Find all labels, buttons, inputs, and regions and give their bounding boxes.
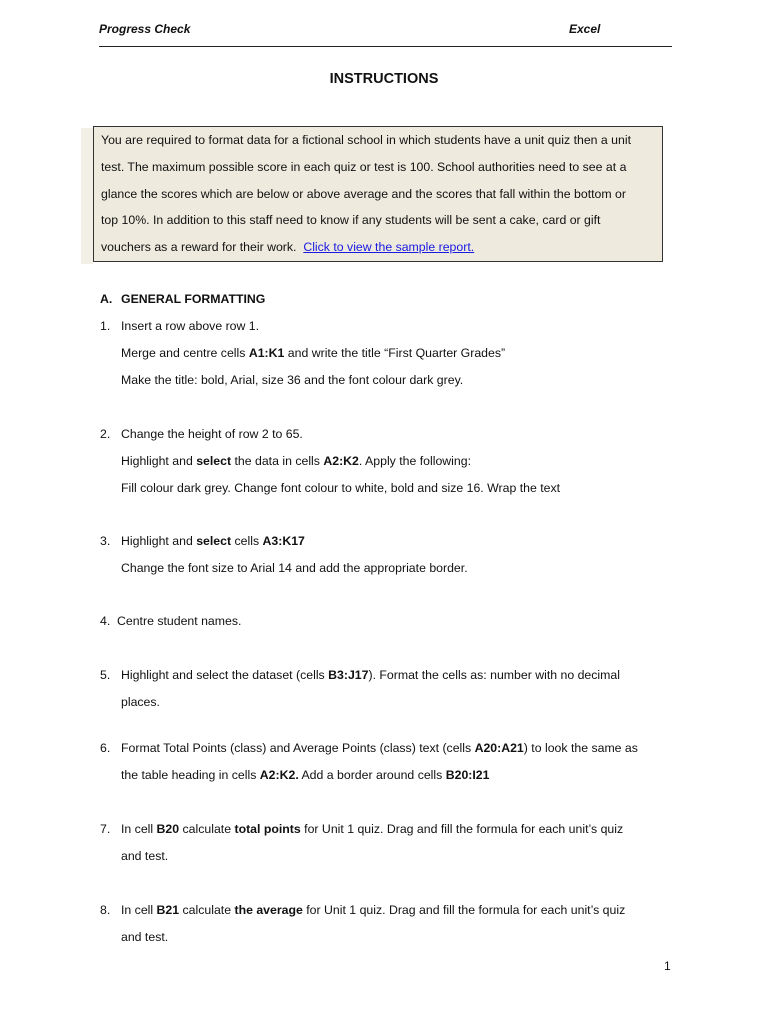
section-letter: A.: [100, 292, 113, 306]
header-left-text: Progress Check: [99, 22, 191, 36]
intro-line: glance the scores which are below or above average and the scores that fall within the bottom or: [101, 186, 626, 201]
intro-line: top 10%. In addition to this staff need to know if any students will be sent a cake, card or gift: [101, 213, 601, 228]
intro-box-shadow: [81, 128, 93, 264]
instruction-item: [100, 897, 680, 951]
item-line: and test.: [121, 930, 169, 944]
intro-line-last: [101, 234, 657, 261]
item-line: In cell B21 calculate the average for Unit 1 quiz. Drag and fill the formula for each unit’s quiz: [121, 903, 626, 917]
bold-text: A1:K1: [248, 346, 285, 360]
bold-text: select: [196, 534, 232, 548]
item-body: [121, 897, 680, 951]
intro-line: You are required to format data for a fictional school in which students have a unit quiz then a unit: [101, 133, 632, 147]
bold-text: A3:K17: [262, 534, 305, 548]
bold-text: B3:J17: [328, 668, 369, 682]
item-body: [121, 421, 680, 502]
instruction-item: [100, 528, 680, 582]
item-body: [121, 313, 680, 394]
bold-text: B21: [156, 903, 180, 917]
header-right-text: Excel: [569, 22, 601, 36]
page-title: INSTRUCTIONS: [329, 71, 439, 87]
item-number: 4.: [100, 614, 111, 628]
item-line: and test.: [121, 849, 169, 863]
instruction-item: [100, 662, 680, 716]
item-number: 8.: [100, 903, 111, 917]
item-number: 6.: [100, 741, 111, 755]
item-line: Highlight and select the data in cells A2:K2. Apply the following:: [121, 454, 472, 468]
bold-text: total points: [234, 822, 301, 836]
item-line: Insert a row above row 1.: [121, 319, 260, 333]
section-heading: [100, 292, 265, 306]
item-line: Centre student names.: [117, 614, 242, 628]
bold-text: the average: [234, 903, 303, 917]
bold-text: A2:K2.: [259, 768, 299, 782]
instruction-item: [100, 313, 680, 394]
bold-text: select: [196, 454, 232, 468]
item-number: 3.: [100, 534, 111, 548]
item-line: In cell B20 calculate total points for Unit 1 quiz. Drag and fill the formula for each unit’s quiz: [121, 822, 624, 836]
item-line: Format Total Points (class) and Average Points (class) text (cells A20:A21) to look the same as: [121, 741, 638, 755]
item-line: Change the height of row 2 to 65.: [121, 427, 303, 441]
item-number: 2.: [100, 427, 111, 441]
bold-text: B20: [156, 822, 180, 836]
item-line: Highlight and select the dataset (cells B3:J17). Format the cells as: number with no decimal: [121, 668, 620, 682]
item-body: [121, 528, 680, 582]
item-line: Make the title: bold, Arial, size 36 and the font colour dark grey.: [121, 373, 464, 387]
item-line: Fill colour dark grey. Change font colour to white, bold and size 16. Wrap the text: [121, 481, 561, 495]
page-header: [99, 20, 672, 47]
item-number: 1.: [100, 319, 111, 333]
instruction-item: [100, 816, 680, 870]
item-line: Highlight and select cells A3:K17: [121, 534, 305, 548]
item-line: places.: [121, 695, 160, 709]
item-body: [121, 735, 680, 789]
page-number: 1: [664, 959, 671, 973]
instruction-item: [100, 735, 680, 789]
intro-line: test. The maximum possible score in each quiz or test is 100. School authorities need to see at a: [101, 159, 627, 174]
instruction-item: [100, 608, 680, 635]
bold-text: B20:I21: [445, 768, 490, 782]
instruction-item: [100, 421, 680, 502]
section-label: GENERAL FORMATTING: [121, 292, 266, 306]
intro-last-text: vouchers as a reward for their work.: [101, 240, 297, 255]
item-number: 5.: [100, 668, 111, 682]
bold-text: A2:K2: [323, 454, 359, 468]
item-number: 7.: [100, 822, 111, 836]
item-line: the table heading in cells A2:K2. Add a border around cells B20:I21: [121, 768, 490, 782]
intro-box: [93, 126, 663, 262]
item-body: [121, 662, 680, 716]
intro-text: [101, 127, 657, 261]
item-body: [121, 816, 680, 870]
item-body: [117, 608, 680, 635]
sample-report-link[interactable]: Click to view the sample report.: [303, 240, 475, 255]
bold-text: A20:A21: [474, 741, 524, 755]
item-line: Merge and centre cells A1:K1 and write the title “First Quarter Grades”: [121, 346, 506, 360]
item-line: Change the font size to Arial 14 and add the appropriate border.: [121, 561, 468, 575]
